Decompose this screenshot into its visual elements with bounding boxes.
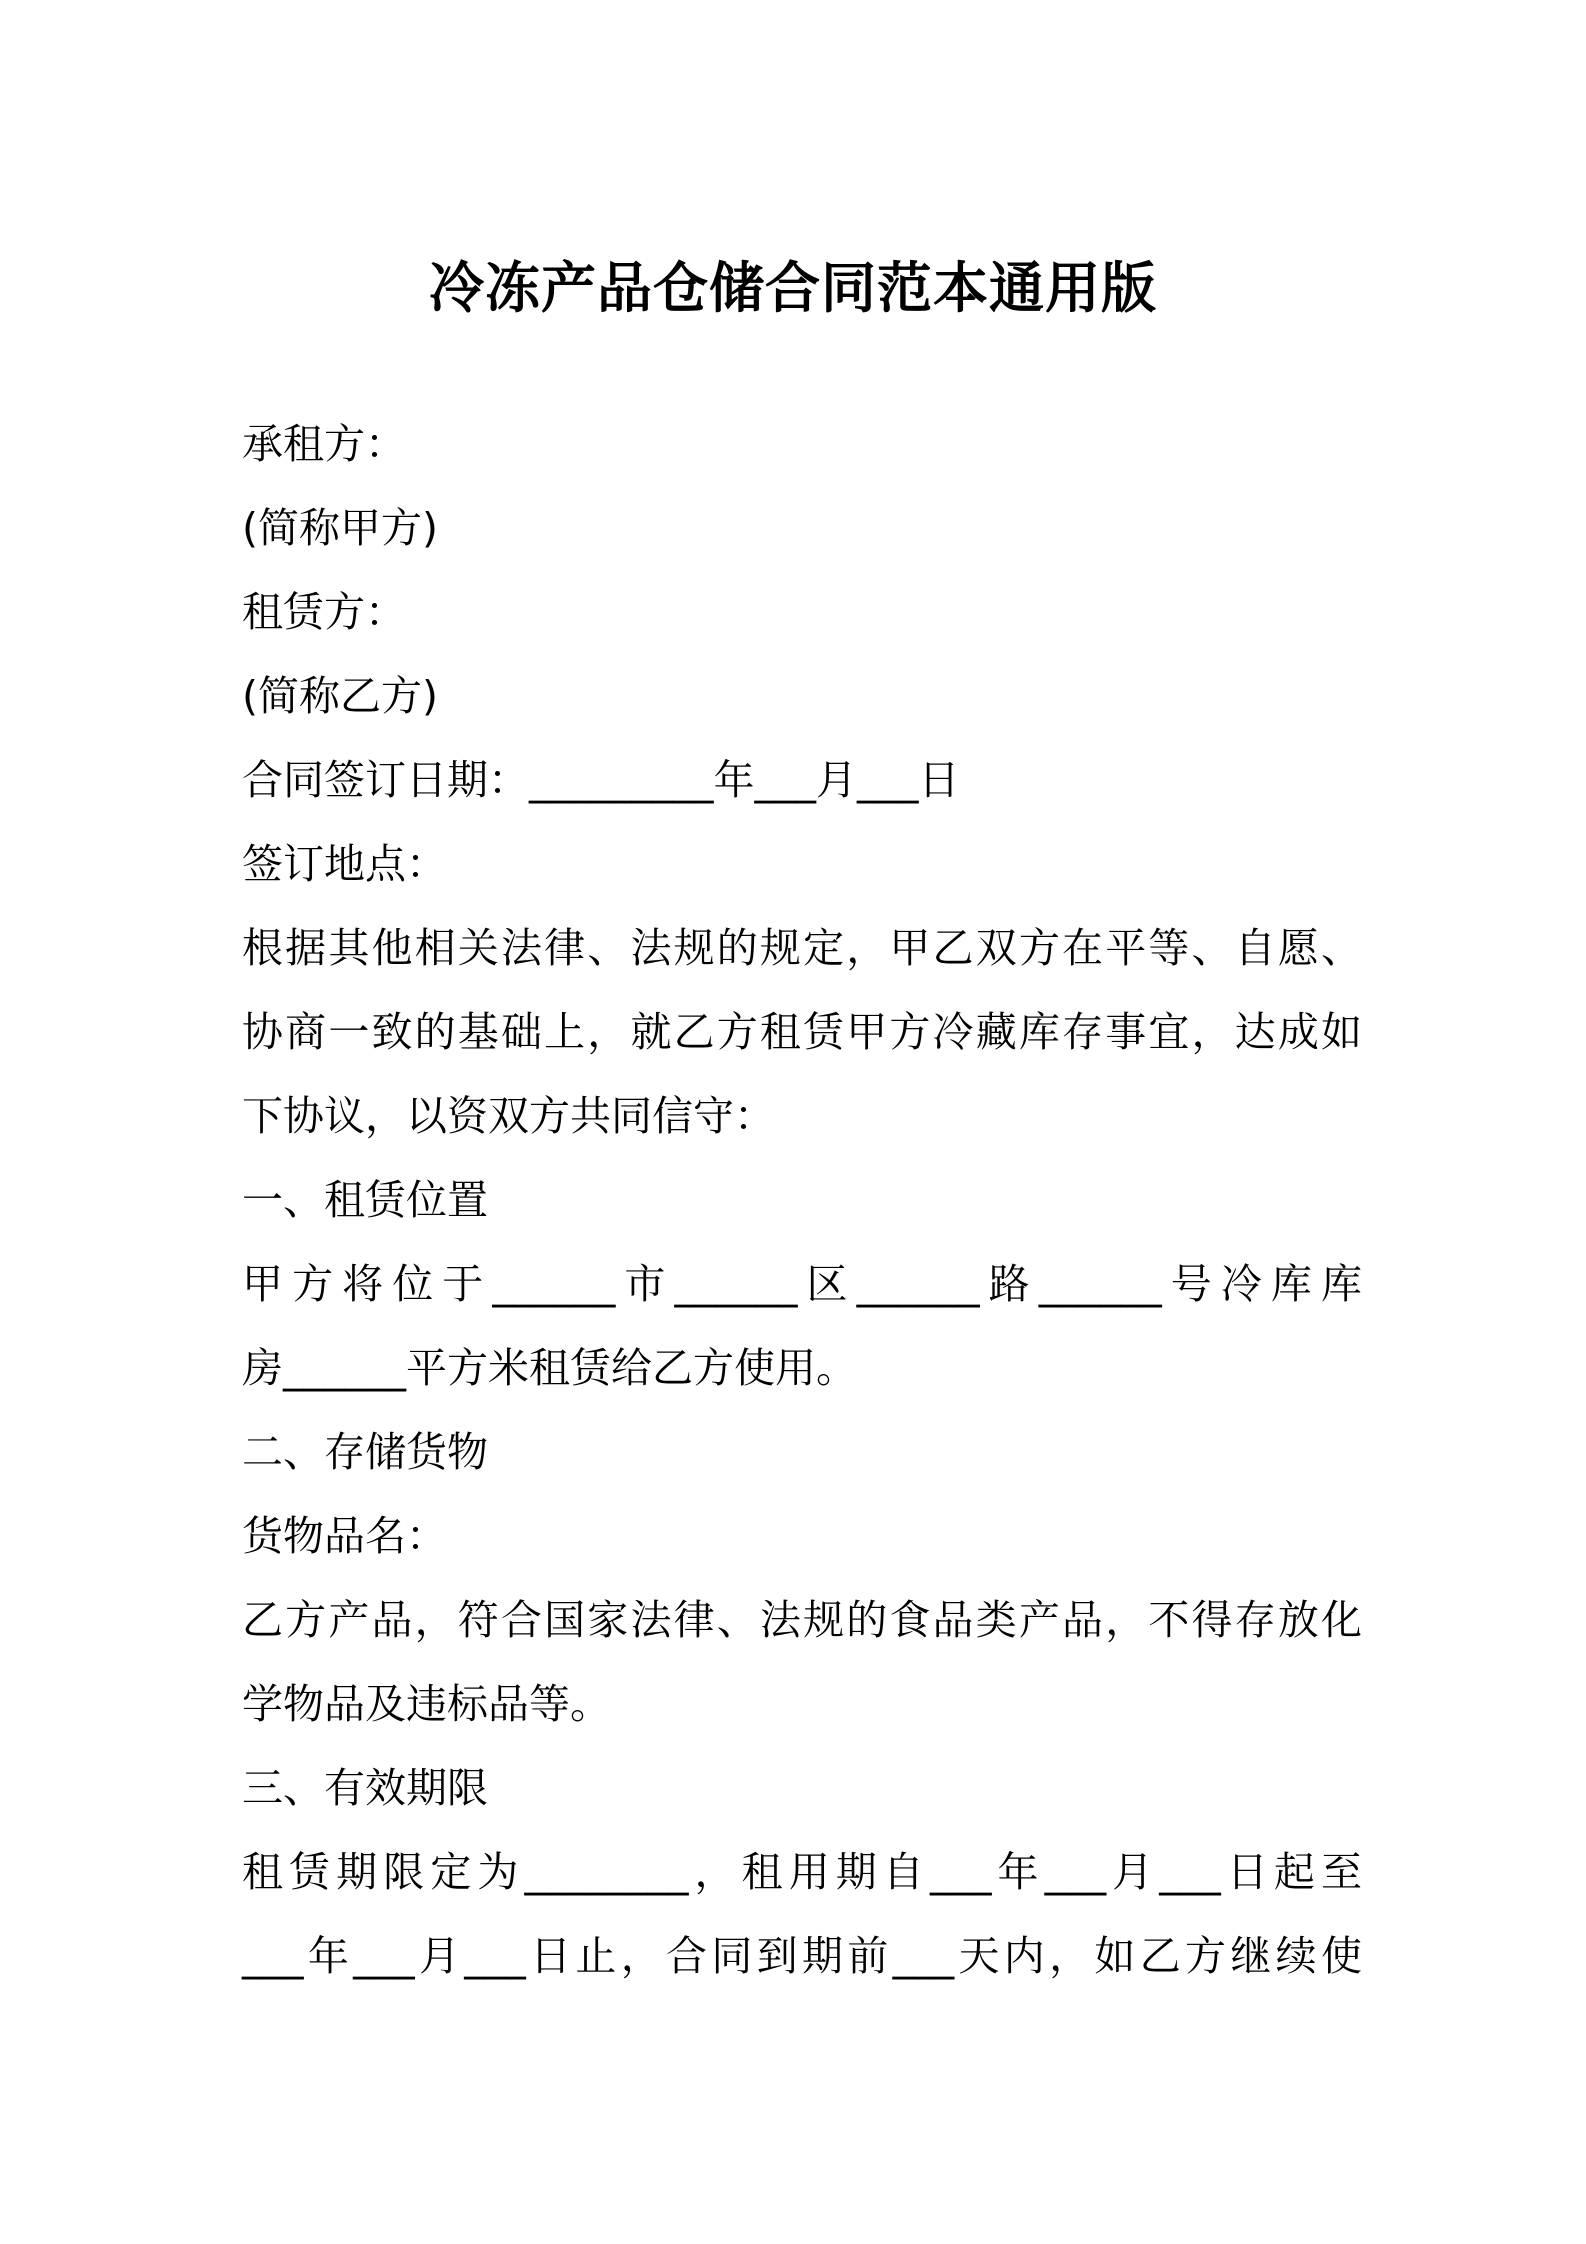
section-2-heading: 二、存储货物 xyxy=(242,1428,488,1476)
document-title: 冷冻产品仓储合同范本通用版 xyxy=(428,256,1157,320)
lessee-line: 租赁方： xyxy=(242,588,406,636)
section-3-text-1: 租赁期限定为________，租用期自___年___月___日起至 xyxy=(242,1848,1362,1896)
signing-place-line: 签订地点： xyxy=(242,840,447,888)
section-2-text-1: 乙方产品，符合国家法律、法规的食品类产品，不得存放化 xyxy=(242,1596,1362,1644)
section-1-heading: 一、租赁位置 xyxy=(242,1176,488,1224)
section-3-heading: 三、有效期限 xyxy=(242,1764,488,1812)
document-body xyxy=(242,402,1362,1998)
party-b-note: (简称乙方) xyxy=(242,672,438,720)
preamble-line-3: 下协议，以资双方共同信守： xyxy=(242,1092,775,1140)
party-a-note: (简称甲方) xyxy=(242,504,438,552)
section-1-text-1: 甲方将位于______市______区______路______号冷库库 xyxy=(242,1260,1362,1308)
section-1-text-2: 房______平方米租赁给乙方使用。 xyxy=(242,1344,857,1392)
signing-date-line: 合同签订日期：_________年___月___日 xyxy=(242,756,960,804)
preamble-line-2: 协商一致的基础上，就乙方租赁甲方冷藏库存事宜，达成如 xyxy=(242,1008,1362,1056)
preamble-line-1: 根据其他相关法律、法规的规定，甲乙双方在平等、自愿、 xyxy=(242,924,1362,972)
section-2-text-2: 学物品及违标品等。 xyxy=(242,1680,611,1728)
goods-name-line: 货物品名： xyxy=(242,1512,447,1560)
section-3-text-2: ___年___月___日止，合同到期前___天内，如乙方继续使 xyxy=(242,1932,1362,1980)
lessor-line: 承租方： xyxy=(242,420,406,468)
